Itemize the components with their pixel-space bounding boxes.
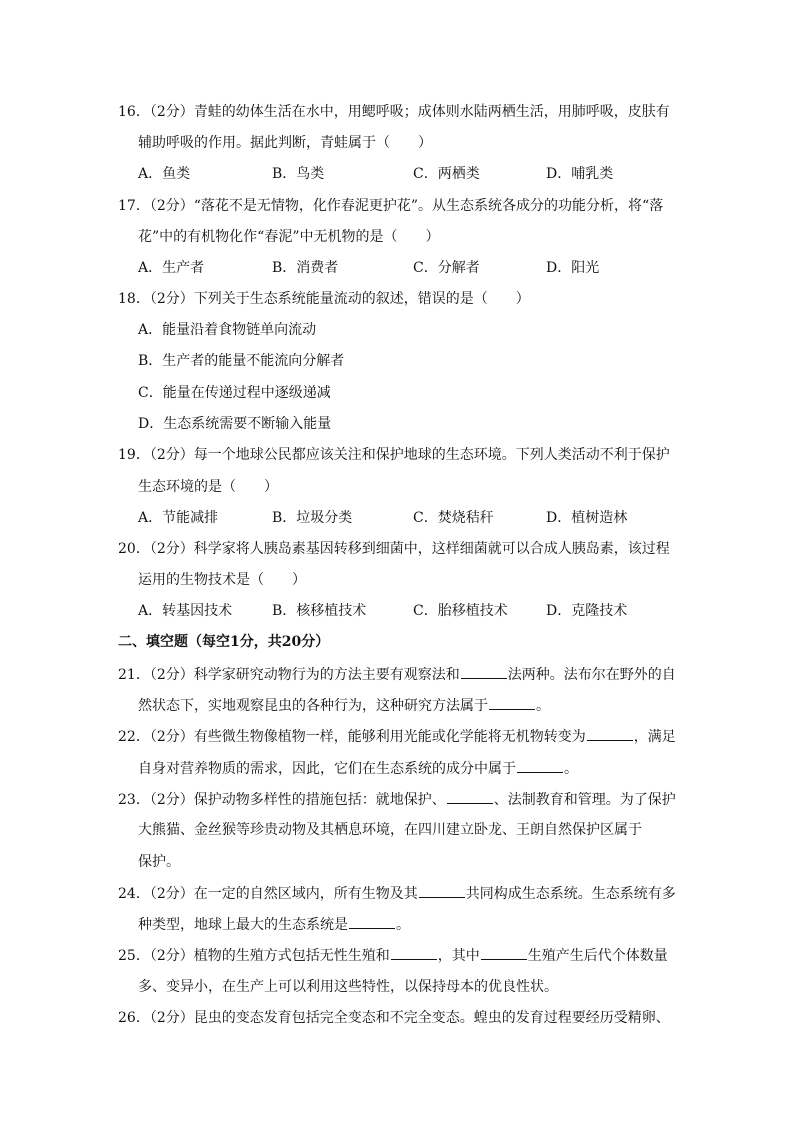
question-19-line-2: 生态环境的是（ ）: [138, 479, 278, 495]
question-23-text-b: 、法制教育和管理。为了保护: [493, 792, 676, 808]
question-24-line-1: [118, 883, 676, 904]
question-21-text-c: 然状态下，实地观察昆虫的各种行为，这种研究方法属于: [138, 698, 488, 714]
question-18-option-c: C．能量在传递过程中逐级递减: [138, 385, 331, 401]
question-23-text-a: 23．（2分）保护动物多样性的措施包括：就地保护、: [118, 792, 446, 808]
question-16-line-1: 16．（2分）青蛙的幼体生活在水中，用鳃呼吸；成体则水陆两栖生活，用肺呼吸，皮肤有: [118, 104, 670, 120]
section-2-heading: 二、填空题（每空1分，共20分）: [118, 634, 330, 650]
question-17-option-b: B．消费者: [272, 260, 339, 276]
question-23-line-3: 保护。: [138, 854, 180, 870]
answer-blank[interactable]: [349, 914, 395, 929]
question-17-option-d: D．阳光: [546, 260, 600, 276]
question-16-option-b: B．鸟类: [272, 166, 325, 182]
question-20-line-2: 运用的生物技术是（ ）: [138, 572, 306, 588]
question-18-option-a: A．能量沿着食物链单向流动: [138, 322, 317, 338]
question-25-text-b: ，其中: [437, 948, 480, 964]
question-26-line-1: 26．（2分）昆虫的变态发育包括完全变态和不完全变态。蝗虫的发育过程要经历受精卵、: [118, 1010, 670, 1026]
answer-blank[interactable]: [517, 758, 563, 773]
question-22-text-b: ，满足: [633, 729, 676, 745]
question-16-option-c: C．两栖类: [413, 166, 480, 182]
question-18-option-b: B．生产者的能量不能流向分解者: [138, 353, 345, 369]
question-22-text-d: 。: [564, 761, 578, 777]
question-24-text-a: 24．（2分）在一定的自然区域内，所有生物及其: [118, 886, 418, 902]
question-21-text-a: 21．（2分）科学家研究动物行为的方法主要有观察法和: [118, 667, 460, 683]
question-23-line-1: [118, 789, 676, 810]
answer-blank[interactable]: [391, 945, 437, 960]
question-24-line-2: [138, 914, 410, 935]
answer-blank[interactable]: [447, 789, 493, 804]
answer-blank[interactable]: [461, 664, 507, 679]
question-20-option-c: C．胎移植技术: [413, 603, 508, 619]
question-21-text-d: 。: [536, 698, 550, 714]
question-17-option-c: C．分解者: [413, 260, 480, 276]
answer-blank[interactable]: [587, 726, 633, 741]
question-21-text-b: 法两种。法布尔在野外的自: [507, 667, 676, 683]
question-16-line-2: 辅助呼吸的作用。据此判断，青蛙属于（ ）: [138, 135, 432, 151]
question-22-line-2: [138, 758, 578, 779]
question-25-text-a: 25．（2分）植物的生殖方式包括无性生殖和: [118, 948, 390, 964]
question-18-option-d: D．生态系统需要不断输入能量: [138, 416, 332, 432]
question-20-option-d: D．克隆技术: [546, 603, 628, 619]
answer-blank[interactable]: [419, 883, 465, 898]
question-19-option-a: A．节能减排: [138, 510, 219, 526]
question-20-option-b: B．核移植技术: [272, 603, 367, 619]
question-19-option-b: B．垃圾分类: [272, 510, 353, 526]
question-19-option-d: D．植树造林: [546, 510, 628, 526]
question-25-line-1: [118, 945, 668, 966]
question-17-line-1: 17．（2分）“落花不是无情物，化作春泥更护花”。从生态系统各成分的功能分析，将“落: [118, 198, 664, 214]
question-21-line-2: [138, 695, 550, 716]
question-22-text-c: 自身对营养物质的需求，因此，它们在生态系统的成分中属于: [138, 761, 516, 777]
answer-blank[interactable]: [489, 695, 535, 710]
question-16-option-a: A．鱼类: [138, 166, 191, 182]
question-24-text-b: 共同构成生态系统。生态系统有多: [465, 886, 676, 902]
question-21-line-1: [118, 664, 676, 685]
question-25-line-2: 多、变异小，在生产上可以利用这些特性，以保持母本的优良性状。: [138, 979, 558, 995]
question-16-option-d: D．哺乳类: [546, 166, 614, 182]
question-19-option-c: C．焚烧秸秆: [413, 510, 494, 526]
question-22-line-1: [118, 726, 676, 747]
question-23-line-2: 大熊猫、金丝猴等珍贵动物及其栖息环境，在四川建立卧龙、王朗自然保护区属于: [138, 822, 642, 838]
question-22-text-a: 22．（2分）有些微生物像植物一样，能够利用光能或化学能将无机物转变为: [118, 729, 586, 745]
question-20-line-1: 20．（2分）科学家将人胰岛素基因转移到细菌中，这样细菌就可以合成人胰岛素，该过程: [118, 541, 670, 557]
question-17-option-a: A．生产者: [138, 260, 205, 276]
answer-blank[interactable]: [481, 945, 527, 960]
question-19-line-1: 19．（2分）每一个地球公民都应该关注和保护地球的生态环境。下列人类活动不利于保护: [118, 447, 670, 463]
question-24-text-d: 。: [396, 917, 410, 933]
question-17-line-2: 花”中的有机物化作“春泥”中无机物的是（ ）: [138, 229, 440, 245]
question-24-text-c: 种类型，地球上最大的生态系统是: [138, 917, 348, 933]
question-25-text-c: 生殖产生后代个体数量: [527, 948, 668, 964]
question-20-option-a: A．转基因技术: [138, 603, 233, 619]
question-18-line-1: 18．（2分）下列关于生态系统能量流动的叙述，错误的是（ ）: [118, 291, 530, 307]
